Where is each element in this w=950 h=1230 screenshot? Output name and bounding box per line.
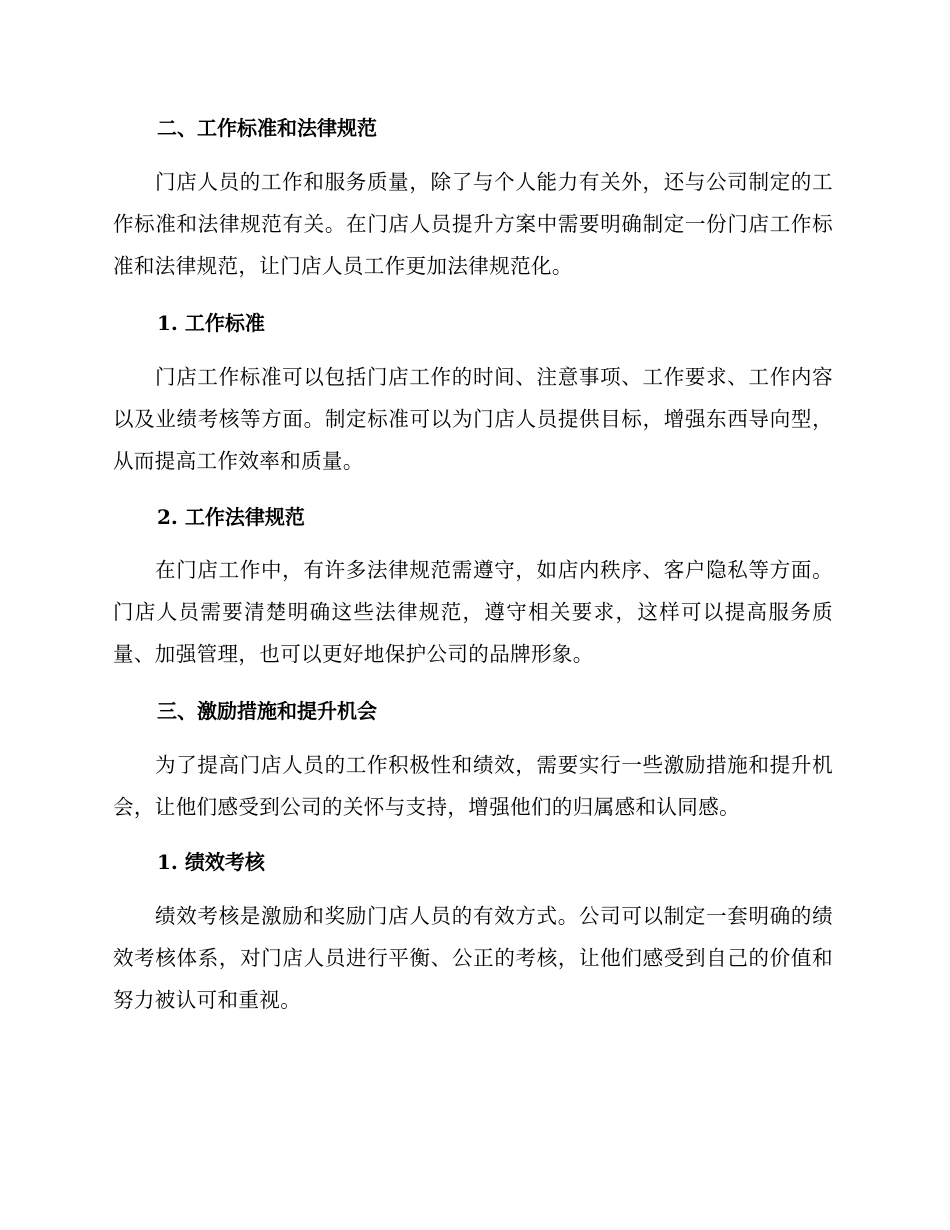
paragraph-work-standards-intro: 门店人员的工作和服务质量，除了与个人能力有关外，还与公司制定的工作标准和法律规范有关。在门店人员提升方案中需要明确制定一份门店工作标准和法律规范，让门店人员工作更加法律规范化。 xyxy=(113,170,833,278)
section-heading-incentives: 三、激励措施和提升机会 xyxy=(157,699,377,723)
paragraph-incentives-intro: 为了提高门店人员的工作积极性和绩效，需要实行一些激励措施和提升机会，让他们感受到公司的关怀与支持，增强他们的归属感和认同感。 xyxy=(113,753,833,819)
subheading-work-standard: 1. 工作标准 xyxy=(157,311,265,335)
paragraph-performance-review: 绩效考核是激励和奖励门店人员的有效方式。公司可以制定一套明确的绩效考核体系，对门店人员进行平衡、公正的考核，让他们感受到自己的价值和努力被认可和重视。 xyxy=(113,904,833,1012)
subheading-performance-review: 1. 绩效考核 xyxy=(157,850,265,874)
paragraph-work-legal-norms: 在门店工作中，有许多法律规范需遵守，如店内秩序、客户隐私等方面。门店人员需要清楚明确这些法律规范，遵守相关要求，这样可以提高服务质量、加强管理，也可以更好地保护公司的品牌形象。 xyxy=(113,558,833,666)
paragraph-work-standard: 门店工作标准可以包括门店工作的时间、注意事项、工作要求、工作内容以及业绩考核等方面。制定标准可以为门店人员提供目标，增强东西导向型，从而提高工作效率和质量。 xyxy=(113,365,833,473)
section-heading-work-standards: 二、工作标准和法律规范 xyxy=(157,116,377,140)
subheading-work-legal-norms: 2. 工作法律规范 xyxy=(157,505,305,529)
